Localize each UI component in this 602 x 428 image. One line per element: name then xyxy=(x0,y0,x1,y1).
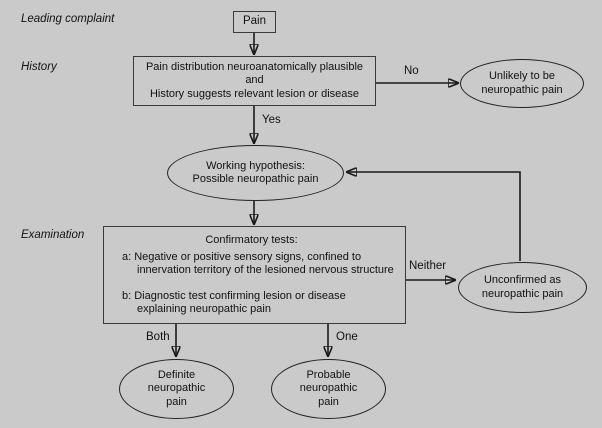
definite-line3: pain xyxy=(166,395,187,408)
probable-line3: pain xyxy=(318,395,339,408)
confirmatory-test-a xyxy=(104,251,399,277)
working-line2: Possible neuropathic pain xyxy=(192,173,319,185)
unlikely-line2: neuropathic pain xyxy=(481,83,563,96)
history-criteria-line1: Pain distribution neuroanatomically plausible xyxy=(145,60,364,73)
edge-label-one: One xyxy=(336,331,358,343)
row-label-examination: Examination xyxy=(21,229,85,241)
node-definite-neuropathic xyxy=(119,359,234,419)
history-criteria-line2: and xyxy=(245,74,264,87)
row-label-leading-complaint: Leading complaint xyxy=(21,13,115,25)
definite-line1: Definite xyxy=(157,368,196,381)
test-a-line2: innervation territory of the lesioned nervous structure xyxy=(137,264,394,276)
test-a-line1: a: Negative or positive sensory signs, confined to xyxy=(122,251,362,263)
history-criteria-line3: History suggests relevant lesion or disease xyxy=(149,87,360,100)
edge-label-no: No xyxy=(404,65,419,77)
probable-line2: neuropathic xyxy=(299,382,358,395)
working-line1: Working hypothesis: xyxy=(206,159,305,172)
node-unconfirmed-neuropathic xyxy=(458,262,587,313)
test-b-line1: b: Diagnostic test confirming lesion or disease xyxy=(122,290,346,302)
edge-label-neither: Neither xyxy=(409,260,447,272)
confirmatory-tests-title: Confirmatory tests: xyxy=(205,234,298,246)
node-working-hypothesis xyxy=(167,145,344,201)
unconfirmed-line2: neuropathic pain xyxy=(481,287,564,300)
edge-label-yes: Yes xyxy=(262,114,281,126)
node-pain-label: Pain xyxy=(242,15,267,28)
edge-label-both: Both xyxy=(146,331,170,343)
node-confirmatory-tests xyxy=(103,226,406,324)
confirmatory-test-b xyxy=(104,290,399,316)
node-pain xyxy=(233,11,276,33)
node-unlikely-neuropathic xyxy=(460,59,584,108)
unconfirmed-line1: Unconfirmed as xyxy=(483,274,562,286)
node-probable-neuropathic xyxy=(271,359,386,419)
test-b-line2: explaining neuropathic pain xyxy=(137,303,271,315)
node-history-criteria xyxy=(133,56,376,106)
definite-line2: neuropathic xyxy=(147,382,206,395)
unlikely-line1: Unlikely to be xyxy=(488,70,556,82)
probable-line1: Probable xyxy=(306,368,351,381)
row-label-history: History xyxy=(21,61,57,73)
